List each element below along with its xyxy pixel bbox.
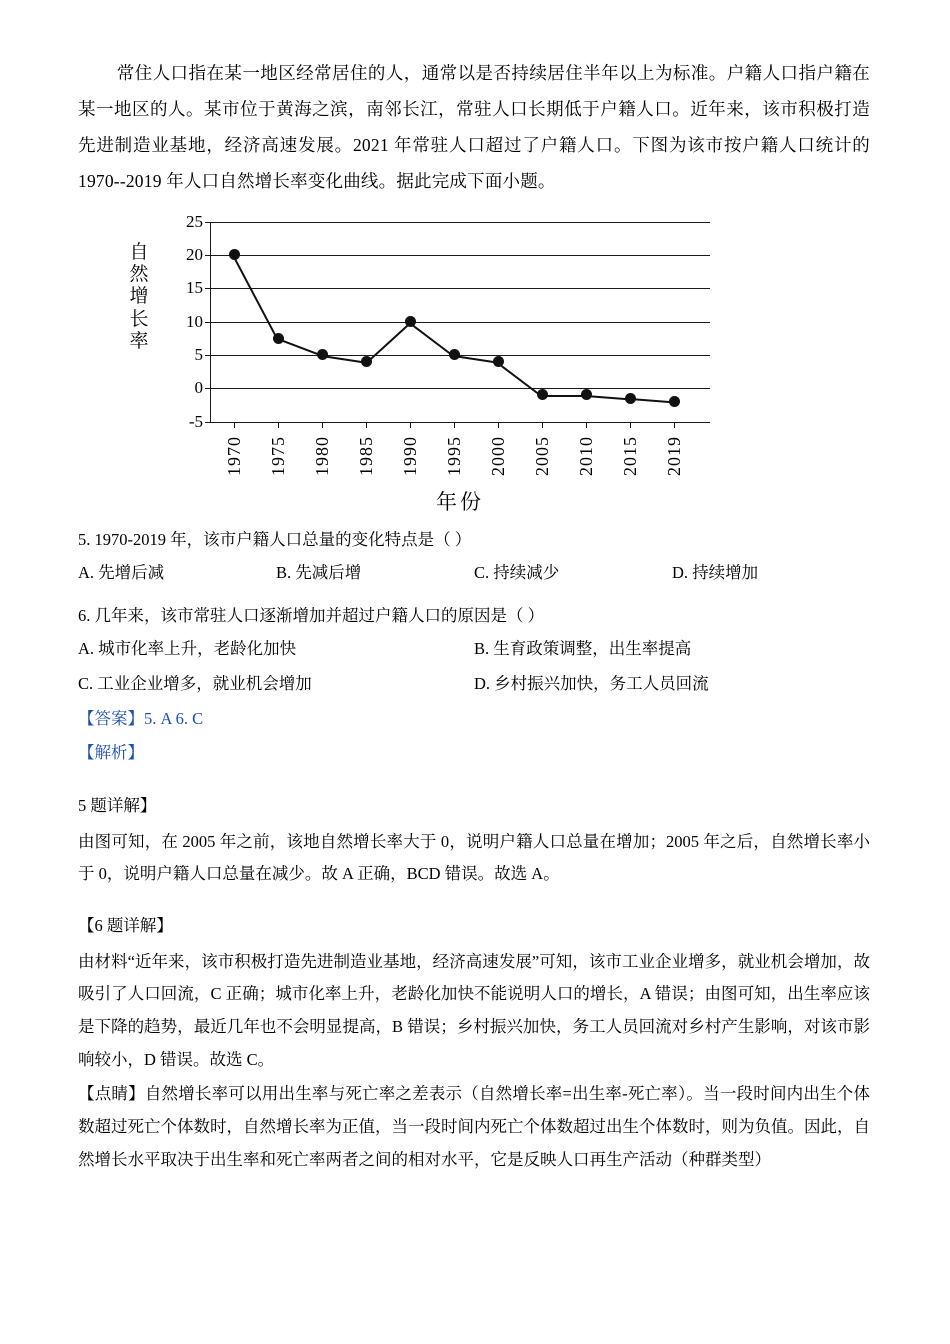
chart-line-segment [630,398,674,403]
chart-x-tick-label: 1975 [268,435,288,476]
chart-x-tick-label: 1985 [356,435,376,476]
figure-natural-growth-rate [78,211,870,514]
chart-x-tick-mark [630,422,631,428]
chart-x-tick-mark [278,422,279,428]
chart-y-tick-label: 15 [186,278,203,298]
option-5-a[interactable]: A. 先增后减 [78,562,165,582]
chart-line-segment [409,322,454,357]
option-6-d[interactable]: D. 乡村振兴加快，务工人员回流 [474,674,709,694]
chart-data-point [361,356,372,367]
chart-data-point [581,389,592,400]
explanation-5-heading: 5 题详解】 [78,796,157,816]
chart-line-segment [542,395,586,397]
chart-x-tick-mark [410,422,411,428]
chart-y-tick-label: 25 [186,211,203,231]
chart-data-point [449,349,460,360]
chart-data-point [625,393,636,404]
intro-text: 常住人口指在某一地区经常居住的人，通常以是否持续居住半年以上为标准。户籍人口指户籍在某一地区的人。某市位于黄海之滨，南邻长江，常驻人口长期低于户籍人口。近年来，该市积极打造先进制造业基地，经济高速发展。2021 年常驻人口超过了户籍人口。下图为该市按户籍人口统计的 1970--2019 年人口自然增长率变化曲线。据此完成下面小题。 [78,63,870,191]
chart-y-tick-label: 5 [194,344,203,364]
question-6-options-row-1 [78,632,870,667]
chart-x-tick-mark [234,422,235,428]
chart-y-axis-label: 自然增长率 [129,241,149,353]
chart-gridline [210,288,710,289]
option-5-d[interactable]: D. 持续增加 [672,562,759,582]
chart-y-tick-label: 0 [194,378,203,398]
chart-gridline [210,322,710,323]
intro-paragraph [78,56,870,200]
chart-x-tick-label: 2015 [620,435,640,476]
explanation-6-body: 由材料“近年来，该市积极打造先进制造业基地，经济高速发展”可知，该市工业企业增多，就业机会增加，故吸引了人口回流，C 正确；城市化率上升，老龄化加快不能说明人口的增长，A 错误；由图可知，出生率应该是下降的趋势，最近几年也不会明显提高，B 错误；乡村振兴加快，务工人员回流对乡村产生影响，对该市影响较小，D 错误。故选 C。 [78,951,870,1069]
chart-data-point [669,396,680,407]
chart-x-tick-label: 1970 [224,435,244,476]
chart-x-tick-mark [542,422,543,428]
chart-line-segment [366,322,411,363]
chart-data-point [317,349,328,360]
chart-data-point [537,389,548,400]
chart-x-tick-mark [366,422,367,428]
explanation-6-heading: 【6 题详解】 [78,916,173,935]
chart-x-tick-label: 2005 [532,435,552,476]
chart-y-tick-mark [205,422,210,423]
chart-y-tick-mark [205,322,210,323]
chart-plot-area [186,211,710,476]
option-5-b[interactable]: B. 先减后增 [276,562,362,582]
chart-x-tick-label: 2000 [488,435,508,476]
chart-y-tick-mark [205,255,210,256]
chart-y-tick-mark [205,388,210,389]
chart-line-segment [586,395,630,400]
chart-y-tick-mark [205,355,210,356]
option-6-c[interactable]: C. 工业企业增多，就业机会增加 [78,674,312,694]
chart-line-segment [232,255,278,339]
chart-gridline [210,422,710,423]
question-6-stem: 6. 几年来，该市常驻人口逐渐增加并超过户籍人口的原因是（ ） [78,606,545,626]
option-6-a[interactable]: A. 城市化率上升，老龄化加快 [78,639,297,659]
chart-y-tick-label: 20 [186,244,203,264]
chart-data-point [229,249,240,260]
chart-gridline [210,388,710,389]
answer-line: 【答案】5. A 6. C [78,708,204,728]
chart-x-tick-label: 2010 [576,435,596,476]
option-5-c[interactable]: C. 持续减少 [474,562,560,582]
chart-line-segment [322,355,366,364]
explanation-5-body: 由图可知，在 2005 年之前，该地自然增长率大于 0，说明户籍人口总量在增加；2005 年之后，自然增长率小于 0，说明户籍人口总量在减少。故 A 正确，BCD 错误。故选 A。 [78,831,870,884]
chart-x-tick-mark [674,422,675,428]
chart-x-tick-label: 1990 [400,435,420,476]
chart-line-segment [497,362,542,397]
chart-line-segment [454,355,498,364]
chart-data-point [273,333,284,344]
chart-x-tick-label: 2019 [664,435,684,476]
chart-x-tick-mark [586,422,587,428]
chart-x-tick-mark [498,422,499,428]
question-5-options [78,556,870,591]
chart-x-tick-label: 1980 [312,435,332,476]
chart-x-tick-mark [322,422,323,428]
chart-y-tick-mark [205,222,210,223]
chart-gridline [210,255,710,256]
chart-data-point [493,356,504,367]
chart-y-tick-label: -5 [188,411,203,431]
chart-y-tick-mark [205,288,210,289]
analysis-label: 【解析】 [78,743,144,763]
question-5-stem: 5. 1970-2019 年，该市户籍人口总量的变化特点是（ ） [78,529,472,549]
highlight-note: 【点睛】自然增长率可以用出生率与死亡率之差表示（自然增长率=出生率-死亡率）。当一段时间内出生个体数超过死亡个体数时，自然增长率为正值，当一段时间内死亡个体数超过出生个体数时，则为负值。因此，自然增长水平取决于出生率和死亡率两者之间的相对水平，它是反映人口再生产活动（种群类型） [78,1084,870,1169]
chart-gridline [210,222,710,223]
chart-data-point [405,316,416,327]
chart-container [118,211,758,514]
chart-x-tick-mark [454,422,455,428]
chart-x-tick-label: 1995 [444,435,464,476]
chart-y-tick-label: 10 [186,311,203,331]
question-6-options-row-2 [78,667,870,702]
chart-x-axis-label: 年份 [436,489,484,514]
option-6-b[interactable]: B. 生育政策调整，出生率提高 [474,639,692,659]
